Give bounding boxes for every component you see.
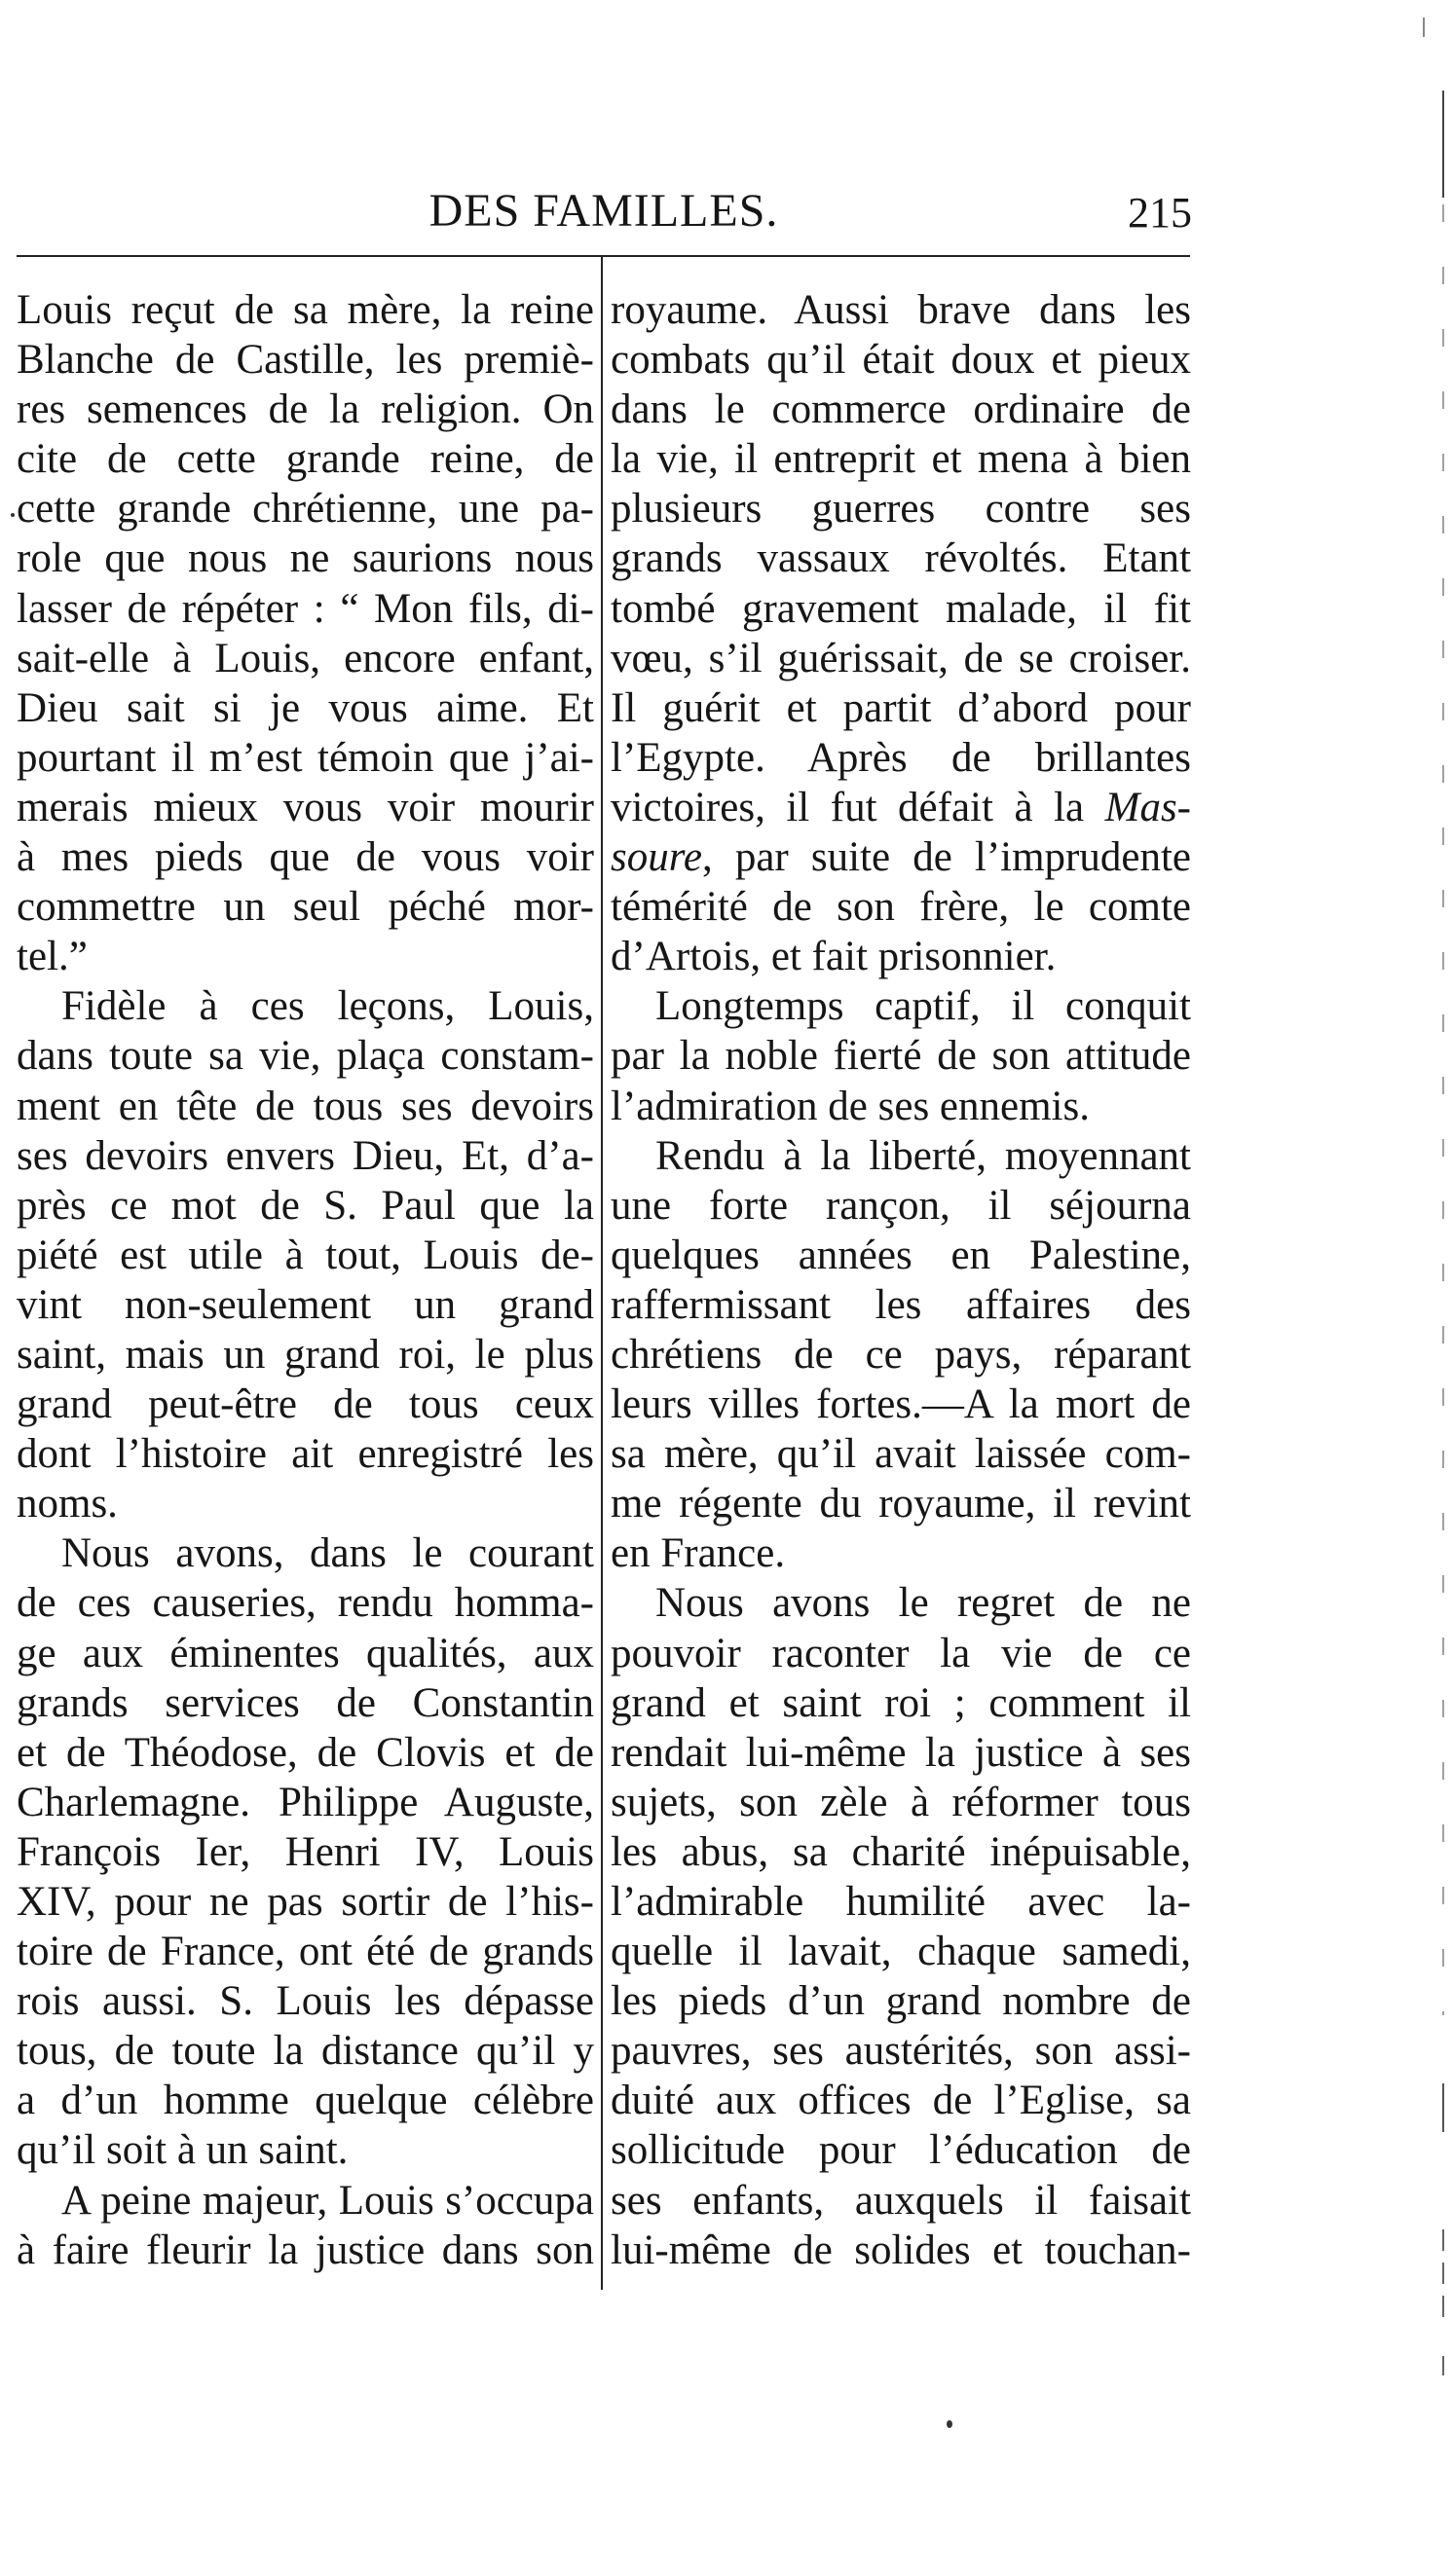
text-line: tel.” (17, 934, 88, 980)
running-head: DES FAMILLES. (428, 185, 779, 237)
text-line: vœu, s’il guérissait, de se croiser. (611, 635, 1191, 681)
text-line: une forte rançon, il séjourna (611, 1182, 1191, 1229)
text-line: Dieu sait si je vous aime. Et (17, 684, 594, 731)
text-line: Fidèle à ces leçons, Louis, (61, 983, 594, 1030)
text-line: ge aux éminentes qualités, aux (17, 1630, 594, 1676)
text-line: tous, de toute la distance qu’il y (17, 2028, 594, 2075)
text-line: A peine majeur, Louis s’occupa (61, 2177, 594, 2224)
text-line: les pieds d’un grand nombre de (611, 1978, 1191, 2025)
text-line: de ces causeries, rendu homma- (17, 1580, 594, 1627)
paragraph (611, 285, 1191, 981)
text-line: Il guérit et partit d’abord pour (611, 684, 1191, 731)
text-line: sa mère, qu’il avait laissée com- (611, 1431, 1191, 1478)
text-line: ses enfants, auxquels il faisait (611, 2177, 1191, 2224)
text-line: près ce mot de S. Paul que la (17, 1182, 594, 1229)
text-line: vint non-seulement un grand (17, 1281, 594, 1328)
text-line: plusieurs guerres contre ses (611, 486, 1191, 533)
text-line: pauvres, ses austérités, son assi- (611, 2028, 1191, 2075)
text-line: royaume. Aussi brave dans les (611, 287, 1191, 333)
text-line: Longtemps captif, il conquit (655, 983, 1191, 1030)
text-line: sait-elle à Louis, encore enfant, (17, 635, 594, 681)
text-run: , par suite de l’imprudente (701, 834, 1191, 881)
italic-text: Mas- (1104, 784, 1191, 830)
text-line: rois aussi. S. Louis les dépasse (17, 1978, 594, 2025)
scan-edge-mark (1442, 2356, 1444, 2375)
paragraph (17, 285, 594, 981)
scan-edge-mark (1442, 2229, 1444, 2317)
right-column (611, 285, 1191, 2275)
text-line: me régente du royaume, il revint (611, 1481, 1191, 1527)
text-line: tombé gravement malade, il fit (611, 585, 1191, 632)
header-rule (17, 255, 1190, 257)
text-line: dont l’histoire ait enregistré les (17, 1431, 594, 1478)
text-line: merais mieux vous voir mourir (17, 784, 594, 830)
text-line: Blanche de Castille, les premiè- (17, 337, 594, 384)
scan-edge-mark (1442, 204, 1444, 2015)
text-line: Charlemagne. Philippe Auguste, (17, 1779, 594, 1825)
text-line: grands vassaux révoltés. Etant (611, 535, 1191, 582)
text-line: lasser de répéter : “ Mon fils, di- (17, 585, 594, 632)
text-line: en France. (611, 1530, 786, 1577)
text-line: saint, mais un grand roi, le plus (17, 1331, 594, 1378)
text-line: sollicitude pour l’éducation de (611, 2127, 1191, 2174)
scan-edge-mark (1442, 2083, 1444, 2132)
text-line: d’Artois, et fait prisonnier. (611, 934, 1057, 980)
text-line: ses devoirs envers Dieu, Et, d’a- (17, 1132, 594, 1179)
text-line: noms. (17, 1481, 118, 1527)
text-line: toire de France, ont été de grands (17, 1929, 594, 1975)
text-line: ment en tête de tous ses devoirs (17, 1083, 594, 1129)
column-divider (601, 257, 603, 2290)
text-line: dans le commerce ordinaire de (611, 386, 1191, 433)
italic-text: soure (611, 834, 702, 881)
text-line: grands services de Constantin (17, 1679, 594, 1726)
paragraph (611, 1578, 1191, 2274)
text-line: Nous avons, dans le courant (61, 1530, 594, 1577)
text-line: leurs villes fortes.—A la mort de (611, 1381, 1191, 1428)
text-line: res semences de la religion. On (17, 386, 594, 433)
text-line: dans toute sa vie, plaça constam- (17, 1033, 594, 1080)
paragraph (611, 1131, 1191, 1579)
paragraph (17, 1528, 594, 2175)
text-line: pouvoir raconter la vie de ce (611, 1630, 1191, 1676)
text-line: combats qu’il était doux et pieux (611, 337, 1191, 384)
scan-speck (11, 513, 15, 517)
text-line: par la noble fierté de son attitude (611, 1033, 1191, 1080)
text-line: XIV, pour ne pas sortir de l’his- (17, 1879, 594, 1925)
text-line: pourtant il m’est témoin que j’ai- (17, 734, 594, 781)
text-line: a d’un homme quelque célèbre (17, 2078, 594, 2124)
text-line: Rendu à la liberté, moyennant (655, 1132, 1191, 1179)
text-line: lui-même de solides et touchan- (611, 2226, 1191, 2273)
text-line: l’Egypte. Après de brillantes (611, 734, 1191, 781)
text-line: à mes pieds que de vous voir (17, 834, 594, 881)
paragraph (17, 981, 594, 1528)
paragraph (17, 2176, 594, 2275)
text-line (611, 783, 1191, 832)
left-column (17, 285, 594, 2275)
text-line: duité aux offices de l’Eglise, sa (611, 2078, 1191, 2124)
scan-speck (947, 2420, 952, 2428)
text-line: la vie, il entreprit et mena à bien (611, 436, 1191, 483)
text-line: chrétiens de ce pays, réparant (611, 1331, 1191, 1378)
text-line: grand peut-être de tous ceux (17, 1381, 594, 1428)
text-line: quelle il lavait, chaque samedi, (611, 1929, 1191, 1975)
text-line: piété est utile à tout, Louis de- (17, 1232, 594, 1278)
text-line: témérité de son frère, le comte (611, 884, 1191, 931)
text-line: cette grande chrétienne, une pa- (17, 486, 594, 533)
text-line: l’admiration de ses ennemis. (611, 1083, 1090, 1129)
scan-mark (1423, 18, 1425, 37)
text-line: raffermissant les affaires des (611, 1281, 1191, 1328)
text-line: à faire fleurir la justice dans son (17, 2226, 594, 2273)
text-line (611, 832, 1191, 882)
text-line: et de Théodose, de Clovis et de (17, 1729, 594, 1776)
text-line: sujets, son zèle à réformer tous (611, 1779, 1191, 1825)
text-line: rendait lui-même la justice à ses (611, 1729, 1191, 1776)
text-line: Nous avons le regret de ne (655, 1580, 1191, 1627)
scan-edge-mark (1442, 91, 1444, 198)
text-line: qu’il soit à un saint. (17, 2127, 349, 2174)
text-line: François Ier, Henri IV, Louis (17, 1828, 594, 1875)
text-line: les abus, sa charité inépuisable, (611, 1828, 1191, 1875)
text-line: role que nous ne saurions nous (17, 535, 594, 582)
paragraph (611, 981, 1191, 1130)
page-number: 215 (1128, 189, 1192, 237)
text-line: cite de cette grande reine, de (17, 436, 594, 483)
text-line: l’admirable humilité avec la- (611, 1879, 1191, 1925)
text-line: Louis reçut de sa mère, la reine (17, 287, 594, 333)
text-line: grand et saint roi ; comment il (611, 1679, 1191, 1726)
text-run: victoires, il fut défait à la (611, 784, 1105, 830)
text-line: quelques années en Palestine, (611, 1232, 1191, 1278)
text-line: commettre un seul péché mor- (17, 884, 594, 931)
